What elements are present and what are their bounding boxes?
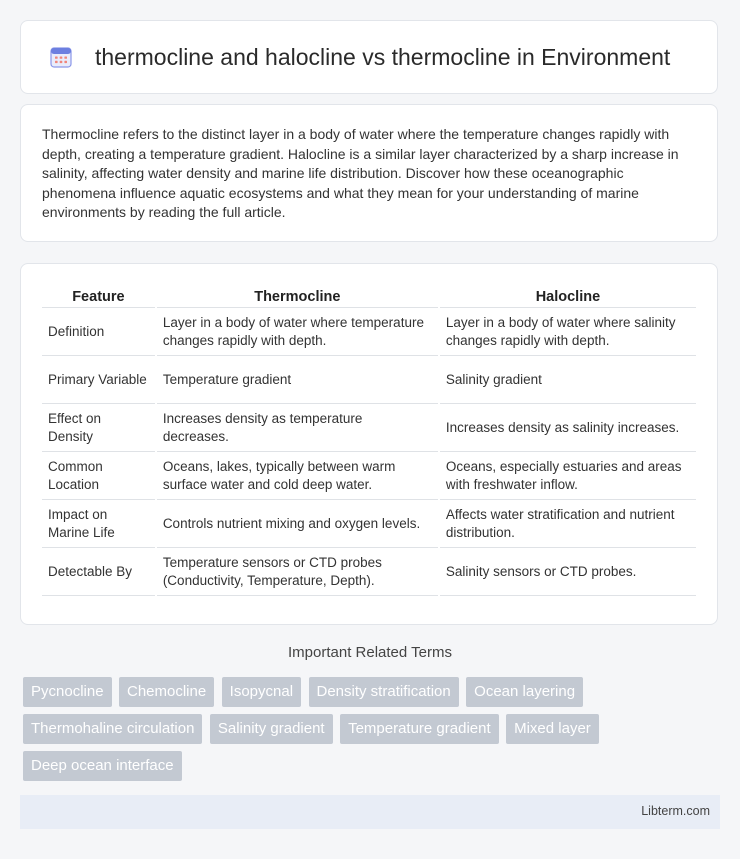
table-row bbox=[42, 308, 696, 356]
table-row bbox=[42, 548, 696, 596]
related-term-tag[interactable]: Pycnocline bbox=[23, 677, 112, 707]
halocline-cell: Oceans, especially estuaries and areas with freshwater inflow. bbox=[440, 452, 696, 500]
table-row bbox=[42, 404, 696, 452]
related-term-tag[interactable]: Isopycnal bbox=[222, 677, 301, 707]
related-term-tag[interactable]: Chemocline bbox=[119, 677, 214, 707]
row-feature-cell: Impact on Marine Life bbox=[42, 500, 155, 548]
thermocline-cell: Layer in a body of water where temperature changes rapidly with depth. bbox=[157, 308, 438, 356]
related-terms-title: Important Related Terms bbox=[288, 644, 452, 661]
thermocline-cell: Temperature gradient bbox=[157, 356, 438, 404]
column-header-halocline: Halocline bbox=[440, 284, 696, 308]
halocline-cell: Salinity sensors or CTD probes. bbox=[440, 548, 696, 596]
header-card bbox=[20, 20, 718, 94]
related-term-tag[interactable]: Deep ocean interface bbox=[23, 751, 182, 781]
related-terms-list bbox=[23, 677, 713, 788]
row-feature-cell: Detectable By bbox=[42, 548, 155, 596]
row-feature-cell: Definition bbox=[42, 308, 155, 356]
related-term-tag[interactable]: Mixed layer bbox=[506, 714, 599, 744]
comparison-table-card bbox=[20, 263, 718, 625]
related-term-tag[interactable]: Density stratification bbox=[309, 677, 459, 707]
related-term-tag[interactable]: Salinity gradient bbox=[210, 714, 333, 744]
row-feature-cell: Effect on Density bbox=[42, 404, 155, 452]
intro-text: Thermocline refers to the distinct layer in a body of water where the temperature changes rapidly with depth, creating a temperature gradient. Halocline is a similar layer characterized by a sharp increase in salinity, affecting water density and marine life distribution. Discover how these oceanographic phenomena influence aquatic ecosystems and what they mean for your understanding of marine environments by reading the full article. bbox=[42, 126, 679, 221]
table-header-row bbox=[42, 284, 696, 308]
halocline-cell: Layer in a body of water where salinity changes rapidly with depth. bbox=[440, 308, 696, 356]
table-row bbox=[42, 452, 696, 500]
calendar-icon bbox=[49, 45, 73, 69]
intro-card bbox=[20, 104, 718, 242]
column-header-feature: Feature bbox=[42, 284, 155, 308]
thermocline-cell: Oceans, lakes, typically between warm surface water and cold deep water. bbox=[157, 452, 438, 500]
related-term-tag[interactable]: Thermohaline circulation bbox=[23, 714, 202, 744]
table-row bbox=[42, 500, 696, 548]
thermocline-cell: Increases density as temperature decreases. bbox=[157, 404, 438, 452]
page-title: thermocline and halocline vs thermocline in Environment bbox=[95, 43, 671, 70]
footer-site-link[interactable]: Libterm.com bbox=[641, 804, 710, 818]
thermocline-cell: Temperature sensors or CTD probes (Conductivity, Temperature, Depth). bbox=[157, 548, 438, 596]
halocline-cell: Salinity gradient bbox=[440, 356, 696, 404]
row-feature-cell: Common Location bbox=[42, 452, 155, 500]
thermocline-cell: Controls nutrient mixing and oxygen levels. bbox=[157, 500, 438, 548]
halocline-cell: Affects water stratification and nutrient distribution. bbox=[440, 500, 696, 548]
halocline-cell: Increases density as salinity increases. bbox=[440, 404, 696, 452]
column-header-thermocline: Thermocline bbox=[157, 284, 438, 308]
footer bbox=[20, 795, 720, 829]
row-feature-cell: Primary Variable bbox=[42, 356, 155, 404]
related-term-tag[interactable]: Ocean layering bbox=[466, 677, 583, 707]
related-term-tag[interactable]: Temperature gradient bbox=[340, 714, 499, 744]
table-row bbox=[42, 356, 696, 404]
comparison-table bbox=[40, 284, 698, 596]
